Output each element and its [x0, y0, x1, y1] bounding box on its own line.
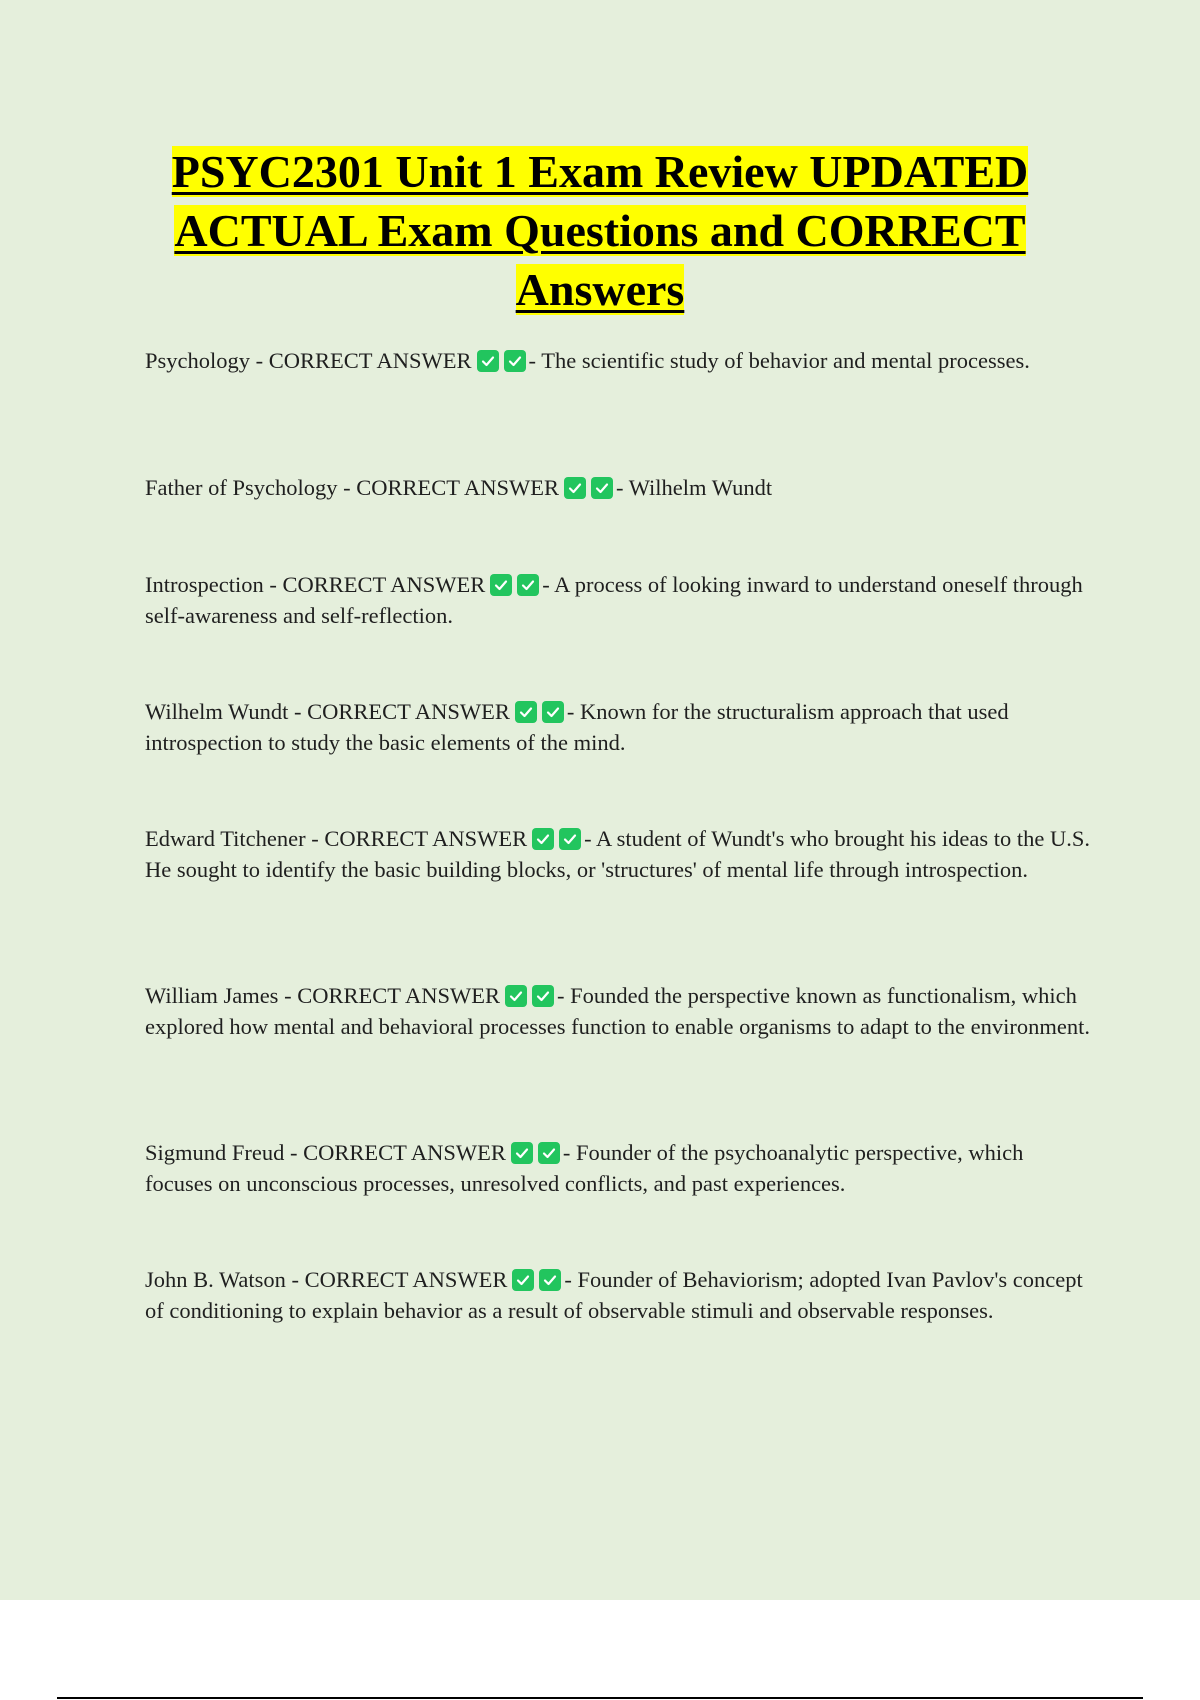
correct-answer-label: CORRECT ANSWER: [268, 348, 472, 373]
check-mark-icon: [564, 477, 586, 499]
document-title: [100, 142, 1100, 319]
qa-entry: William James - CORRECT ANSWER - Founded the perspective known as functionalism, which explored how mental and behavioral processes function to enable organisms to adapt to the environment.: [145, 983, 1090, 1039]
entry-term: Wilhelm Wundt: [145, 699, 289, 724]
correct-answer-label: CORRECT ANSWER: [304, 1267, 508, 1292]
correct-answer-label: CORRECT ANSWER: [356, 475, 559, 500]
entry-term: William James: [145, 983, 279, 1008]
entry-term: Sigmund Freud: [145, 1140, 285, 1165]
correct-answer-label: CORRECT ANSWER: [282, 572, 486, 597]
correct-answer-label: CORRECT ANSWER: [324, 826, 528, 851]
correct-answer-label: CORRECT ANSWER: [307, 699, 510, 724]
check-mark-icon: [538, 1142, 560, 1164]
entry-definition: A process of looking inward to understand oneself through self-awareness and self-reflection.: [145, 572, 1083, 628]
entry-term: Psychology: [145, 348, 251, 373]
footer-divider: [57, 1697, 1143, 1699]
entry-definition: The scientific study of behavior and mental processes.: [541, 348, 1030, 373]
correct-answer-label: CORRECT ANSWER: [297, 983, 500, 1008]
qa-entry: Introspection - CORRECT ANSWER - A process of looking inward to understand oneself through self-awareness and self-reflection.: [145, 572, 1083, 628]
correct-answer-label: CORRECT ANSWER: [303, 1140, 506, 1165]
entry-definition: A student of Wundt's who brought his ideas to the U.S. He sought to identify the basic building blocks, or 'structures' of mental life through introspection.: [145, 826, 1090, 882]
entry-term: Edward Titchener: [145, 826, 306, 851]
check-mark-icon: [559, 828, 581, 850]
qa-entry: Father of Psychology - CORRECT ANSWER - Wilhelm Wundt: [145, 475, 773, 500]
check-mark-icon: [591, 477, 613, 499]
check-mark-icon: [517, 574, 539, 596]
entry-term: Introspection: [145, 572, 264, 597]
check-mark-icon: [512, 1269, 534, 1291]
entry-term: John B. Watson: [145, 1267, 286, 1292]
document-title-text: PSYC2301 Unit 1 Exam Review UPDATED ACTUAL Exam Questions and CORRECT Answers: [171, 146, 1029, 315]
check-mark-icon: [539, 1269, 561, 1291]
qa-entry: Edward Titchener - CORRECT ANSWER - A student of Wundt's who brought his ideas to the U.S. He sought to identify the basic building blocks, or 'structures' of mental life through introspection.: [145, 826, 1090, 882]
entry-definition: Known for the structuralism approach that used introspection to study the basic elements of the mind.: [145, 699, 1009, 755]
entry-definition: Wilhelm Wundt: [628, 475, 773, 500]
qa-entry: Psychology - CORRECT ANSWER - The scientific study of behavior and mental processes.: [145, 348, 1030, 373]
check-mark-icon: [505, 985, 527, 1007]
check-mark-icon: [490, 574, 512, 596]
qa-entry: John B. Watson - CORRECT ANSWER - Founder of Behaviorism; adopted Ivan Pavlov's concept of conditioning to explain behavior as a result of observable stimuli and observable responses.: [145, 1267, 1083, 1323]
qa-entry: Wilhelm Wundt - CORRECT ANSWER - Known for the structuralism approach that used introspection to study the basic elements of the mind.: [145, 699, 1009, 755]
check-mark-icon: [532, 985, 554, 1007]
check-mark-icon: [532, 828, 554, 850]
entry-definition: Founder of Behaviorism; adopted Ivan Pavlov's concept of conditioning to explain behavior as a result of observable stimuli and observable responses.: [145, 1267, 1083, 1323]
check-mark-icon: [542, 701, 564, 723]
check-mark-icon: [515, 701, 537, 723]
check-mark-icon: [477, 350, 499, 372]
check-mark-icon: [504, 350, 526, 372]
qa-entry: Sigmund Freud - CORRECT ANSWER - Founder of the psychoanalytic perspective, which focuses on unconscious processes, unresolved conflicts, and past experiences.: [145, 1140, 1024, 1196]
entry-definition: Founded the perspective known as functionalism, which explored how mental and behavioral processes function to enable organisms to adapt to the environment.: [145, 983, 1090, 1039]
entry-term: Father of Psychology: [145, 475, 338, 500]
check-mark-icon: [511, 1142, 533, 1164]
entry-definition: Founder of the psychoanalytic perspective, which focuses on unconscious processes, unresolved conflicts, and past experiences.: [145, 1140, 1024, 1196]
